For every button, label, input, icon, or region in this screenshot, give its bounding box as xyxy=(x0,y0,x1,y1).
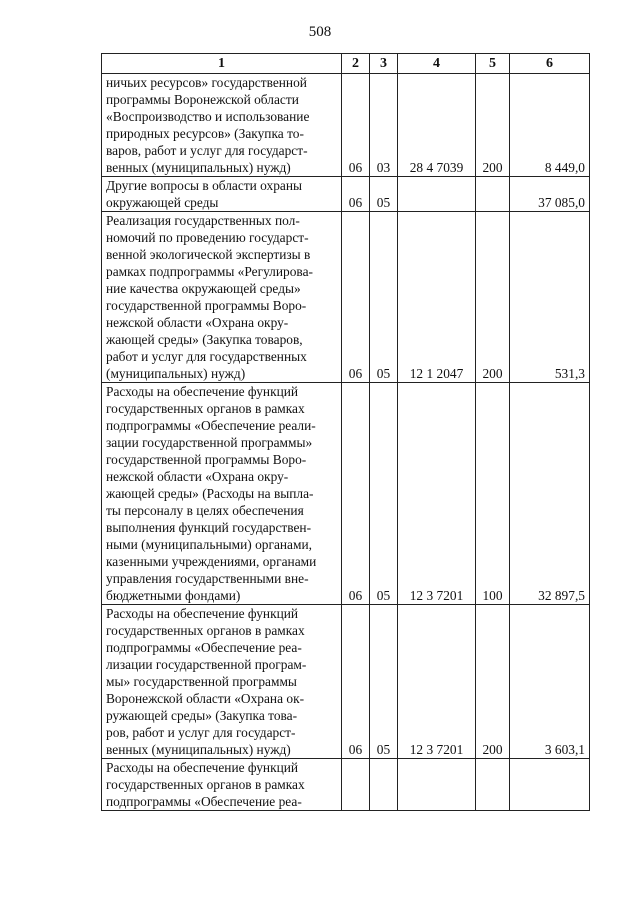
row-subsection: 05 xyxy=(370,383,398,605)
row-expense-type xyxy=(476,759,510,811)
row-section: 06 xyxy=(342,74,370,177)
row-description: Расходы на обеспечение функций государственных органов в рамках подпрограммы «Обеспечение реали- зации государственной программы» государственной программы Воро- нежской области «Охрана окру- жающей среды» (Расходы на выпла- ты персоналу в целях обеспечения выполнения функций государствен- ными (муниципальными) органами, казенными учреждениями, органами управления государственными вне- бюджетными фондами) xyxy=(102,383,342,605)
row-section: 06 xyxy=(342,177,370,212)
row-subsection: 05 xyxy=(370,177,398,212)
row-amount: 531,3 xyxy=(510,212,590,383)
row-target-code xyxy=(398,177,476,212)
row-subsection xyxy=(370,759,398,811)
row-amount: 37 085,0 xyxy=(510,177,590,212)
row-amount: 32 897,5 xyxy=(510,383,590,605)
table-row xyxy=(102,212,590,383)
row-target-code: 12 1 2047 xyxy=(398,212,476,383)
table-row xyxy=(102,605,590,759)
row-target-code: 12 3 7201 xyxy=(398,605,476,759)
header-col-6: 6 xyxy=(510,54,590,74)
page-number: 508 xyxy=(308,24,332,40)
header-col-3: 3 xyxy=(370,54,398,74)
row-description: Расходы на обеспечение функций государственных органов в рамках подпрограммы «Обеспечение реа- xyxy=(102,759,342,811)
row-expense-type xyxy=(476,177,510,212)
table-row xyxy=(102,177,590,212)
header-row xyxy=(102,54,590,74)
row-target-code: 28 4 7039 xyxy=(398,74,476,177)
table-row xyxy=(102,383,590,605)
row-amount xyxy=(510,759,590,811)
header-col-2: 2 xyxy=(342,54,370,74)
row-target-code: 12 3 7201 xyxy=(398,383,476,605)
header-col-1: 1 xyxy=(102,54,342,74)
row-expense-type: 200 xyxy=(476,605,510,759)
row-section: 06 xyxy=(342,605,370,759)
row-expense-type: 100 xyxy=(476,383,510,605)
row-expense-type: 200 xyxy=(476,212,510,383)
row-description: Реализация государственных пол- номочий по проведению государст- венной экологической экспертизы в рамках подпрограммы «Регулирова- ние качества окружающей среды» государственной программы Воро- нежской области «Охрана окру- жающей среды» (Закупка товаров, работ и услуг для государственных (муниципальных) нужд) xyxy=(102,212,342,383)
row-section: 06 xyxy=(342,212,370,383)
row-description: Другие вопросы в области охраны окружающей среды xyxy=(102,177,342,212)
table-row xyxy=(102,74,590,177)
row-description: ничьих ресурсов» государственной программы Воронежской области «Воспроизводство и использование природных ресурсов» (Закупка то- варов, работ и услуг для государст- венных (муниципальных) нужд) xyxy=(102,74,342,177)
row-expense-type: 200 xyxy=(476,74,510,177)
row-section: 06 xyxy=(342,383,370,605)
row-description: Расходы на обеспечение функций государственных органов в рамках подпрограммы «Обеспечение реа- лизации государственной програм- мы» государственной программы Воронежской области «Охрана ок- ружающей среды» (Закупка това- ров, работ и услуг для государст- венных (муниципальных) нужд) xyxy=(102,605,342,759)
budget-table xyxy=(101,53,590,811)
table-row xyxy=(102,759,590,811)
row-subsection: 03 xyxy=(370,74,398,177)
row-amount: 8 449,0 xyxy=(510,74,590,177)
row-target-code xyxy=(398,759,476,811)
header-col-4: 4 xyxy=(398,54,476,74)
row-subsection: 05 xyxy=(370,212,398,383)
row-amount: 3 603,1 xyxy=(510,605,590,759)
row-subsection: 05 xyxy=(370,605,398,759)
header-col-5: 5 xyxy=(476,54,510,74)
row-section xyxy=(342,759,370,811)
